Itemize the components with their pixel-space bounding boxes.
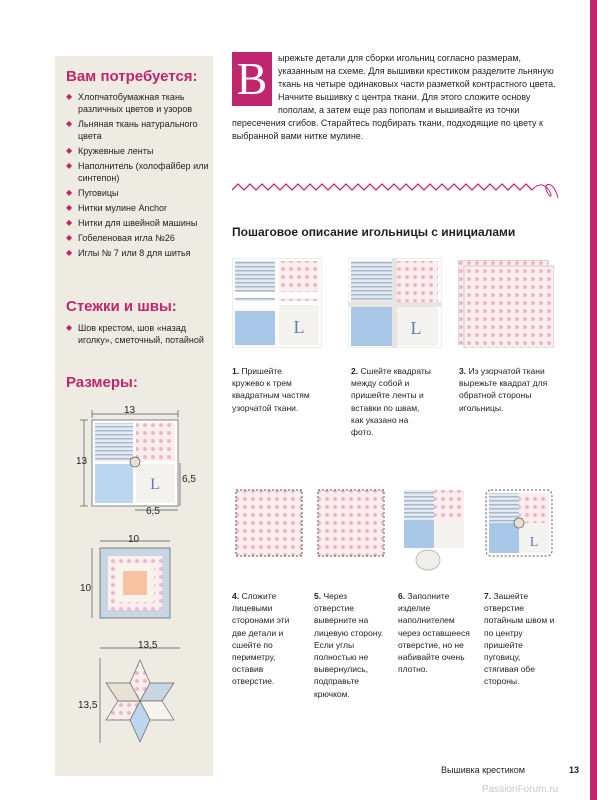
step-5-photo <box>316 488 388 560</box>
page-edge-bar <box>590 0 597 800</box>
step-4-caption: 4. Сложите лицевыми сторонами эти две детали и сшейте по периметру, оставив отверстие. <box>232 591 290 687</box>
log-cabin-drawing <box>100 548 170 618</box>
step-5-caption: 5. Через отверстие выверните на лицевую сторону. Если углы полностью не вывернулись, подправьте крючком. <box>314 591 384 699</box>
step-1-photo <box>232 258 322 348</box>
size-label: 13,5 <box>138 640 158 651</box>
step-7-photo <box>484 488 556 560</box>
list-item: ◆ Льняная ткань натурального цвета <box>66 118 211 142</box>
svg-text:L: L <box>410 318 422 338</box>
drop-cap: В <box>232 52 272 106</box>
cross-stitch-divider <box>232 178 562 208</box>
step-6-caption: 6. Заполните изделие наполнителем через оставшееся отверстие, но не набивайте очень плотно. <box>398 591 470 675</box>
size-label: 13 <box>124 405 136 416</box>
steps-title: Пошаговое описание игольницы с инициалами <box>232 225 516 239</box>
stitches-title: Стежки и швы: <box>66 298 177 315</box>
intro-text: ырежьте детали для сборки игольниц согласно размерам, указанным на схеме. Для вышивки крестиком разделите льняную ткань на четыре одинаковых части разметкой контрастного цвета. Начните вышивку с центра ткани. Для этого сложите основу пополам, а затем еще раз пополам и вышивайте из точки пересечения сгибов. Старайтесь подбирать ткани, подходящие по цвету к выбранной вами нитке мулине. <box>232 53 556 141</box>
step-2-caption: 2. Сшейте квадраты между собой и пришейте ленты и вставки по швам, как указано на фото. <box>351 366 431 438</box>
size-label: 6,5 <box>182 474 196 485</box>
size-label: 6,5 <box>146 506 160 517</box>
intro-paragraph <box>232 52 557 143</box>
step-7-caption: 7. Зашейте отверстие потайным швом и по центру пришейте пуговицу, стягивая обе стороны. <box>484 591 555 687</box>
svg-text:L: L <box>293 317 305 337</box>
step-1-caption: 1. Пришейте кружево к трем квадратным частям узорчатой ткани. <box>232 366 310 413</box>
size-label: 13 <box>76 456 88 467</box>
list-item: ◆ Шов крестом, шов «назад иголку», сметочный, потайной <box>66 322 211 346</box>
step-2-photo <box>348 258 442 348</box>
star-pincushion-drawing <box>106 660 174 742</box>
list-item: ◆ Хлопчатобумажная ткань различных цветов и узоров <box>66 91 211 115</box>
materials-title: Вам потребуется: <box>66 68 198 85</box>
list-item: ◆ Пуговицы <box>66 187 211 199</box>
square-pincushion-drawing <box>92 420 178 506</box>
list-item: ◆ Гобеленовая игла №26 <box>66 232 211 244</box>
step-4-photo <box>234 488 304 560</box>
list-item: ◆ Нитки мулине Anchor <box>66 202 211 214</box>
step-6-photo <box>400 488 470 584</box>
list-item: ◆ Нитки для швейной машины <box>66 217 211 229</box>
size-label: 13,5 <box>78 700 98 711</box>
list-item: ◆ Иглы № 7 или 8 для шитья <box>66 247 211 259</box>
materials-list <box>66 91 211 262</box>
list-item: ◆ Кружевные ленты <box>66 145 211 157</box>
footer-title: Вышивка крестиком <box>441 765 525 775</box>
watermark: PassionForum.ru <box>482 784 559 795</box>
size-label: 10 <box>128 534 140 545</box>
svg-text:L: L <box>529 535 539 550</box>
step-3-photo <box>458 260 554 348</box>
sizes-title: Размеры: <box>66 374 138 391</box>
stitches-list <box>66 322 211 349</box>
list-item: ◆ Наполнитель (холофайбер или синтепон) <box>66 160 211 184</box>
step-3-caption: 3. Из узорчатой ткани вырежьте квадрат для обратной стороны игольницы. <box>459 366 548 413</box>
page-number: 13 <box>569 765 580 775</box>
size-label: 10 <box>80 583 92 594</box>
svg-text:L: L <box>150 476 160 493</box>
